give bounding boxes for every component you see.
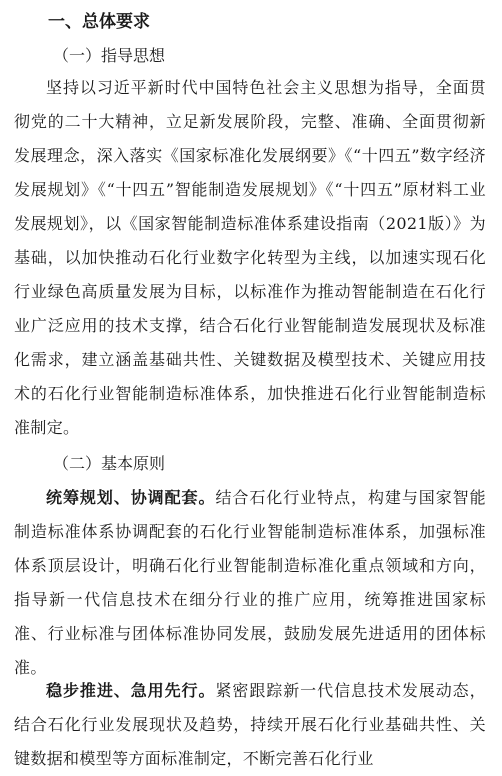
subheading-guiding-ideology: （一）指导思想	[53, 46, 166, 65]
principle-1-title: 统筹规划、协调配套。	[46, 488, 216, 507]
subheading-basic-principles: （二）基本原则	[53, 454, 166, 473]
section-heading: 一、总体要求	[48, 12, 150, 32]
paragraph-principle-2	[14, 674, 486, 776]
paragraph-principle-1	[14, 481, 486, 685]
principle-2-body: 紧密跟踪新一代信息技术发展动态，结合石化行业发展现状及趋势，持续开展石化行业基础共性、关键数据和模型等方面标准制定，不断完善石化行业	[14, 681, 486, 768]
principle-1-body: 结合石化行业特点，构建与国家智能制造标准体系协调配套的石化行业智能制造标准体系，加强标准体系顶层设计，明确石化行业智能制造标准化重点领域和方向，指导新一代信息技术在细分行业的推广应用，统筹推进国家标准、行业标准与团体标准协同发展，鼓励发展先进适用的团体标准。	[14, 488, 486, 677]
principle-2-title: 稳步推进、急用先行。	[46, 681, 216, 700]
paragraph-guiding-ideology: 坚持以习近平新时代中国特色社会主义思想为指导，全面贯彻党的二十大精神，立足新发展阶段，完整、准确、全面贯彻新发展理念，深入落实《国家标准化发展纲要》《“十四五”数字经济发展规划》《“十四五”智能制造发展规划》《“十四五”原材料工业发展规划》，以《国家智能制造标准体系建设指南（2021版）》为基础，以加快推动石化行业数字化转型为主线，以加速实现石化行业绿色高质量发展为目标，以标准作为推动智能制造在石化行业广泛应用的技术支撑，结合石化行业智能制造发展现状及标准化需求，建立涵盖基础共性、关键数据及模型技术、关键应用技术的石化行业智能制造标准体系，加快推进石化行业智能制造标准制定。	[14, 78, 486, 437]
